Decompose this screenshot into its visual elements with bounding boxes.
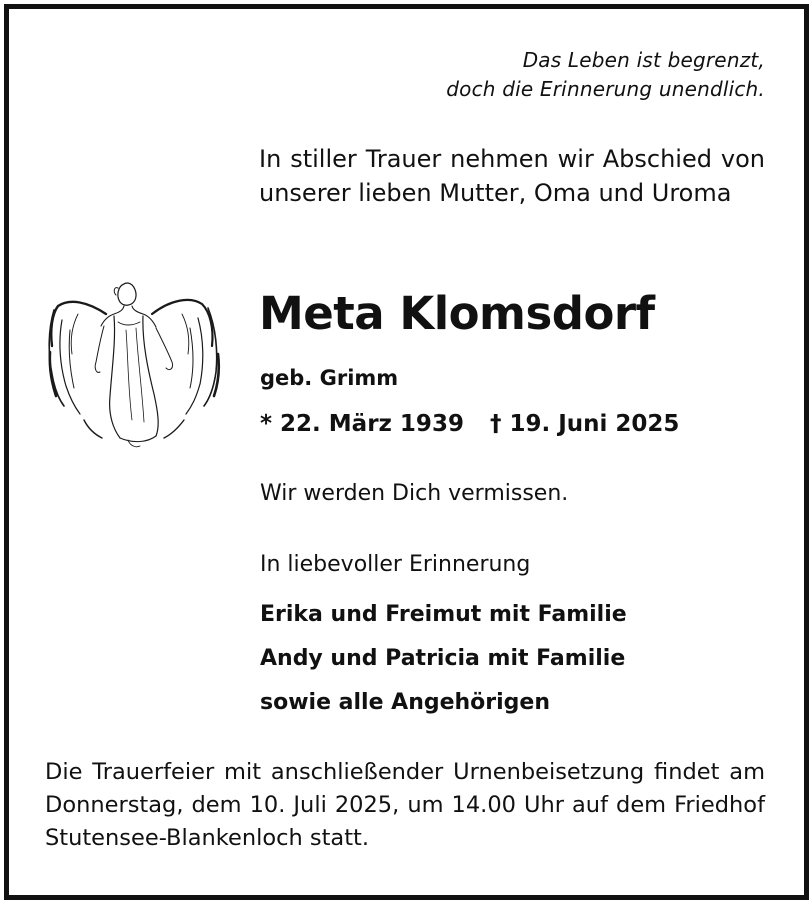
death-date: † 19. Juni 2025 [489, 411, 680, 437]
signers-list [260, 593, 627, 725]
life-dates [260, 408, 679, 440]
quote-line-1: Das Leben ist begrenzt, [522, 48, 765, 72]
signer: Andy und Patricia mit Familie [260, 646, 626, 671]
deceased-name: Meta Klomsdorf [259, 287, 655, 340]
farewell-message: Wir werden Dich vermissen. [260, 481, 569, 506]
birth-name: geb. Grimm [260, 366, 399, 390]
ceremony-details: Die Trauerfeier mit anschließender Urnenbeisetzung findet am Donnerstag, dem 10. Juli 2025, um 14.00 Uhr auf dem Friedhof Stutensee-Blankenloch statt. [45, 759, 765, 851]
signer: Erika und Freimut mit Familie [260, 602, 627, 627]
birth-date: * 22. März 1939 [260, 411, 464, 437]
signer: sowie alle Angehörigen [260, 690, 551, 715]
quote [345, 46, 765, 104]
intro-text: In stiller Trauer nehmen wir Abschied von unserer lieben Mutter, Oma und Uroma [259, 145, 765, 207]
memory-line: In liebevoller Erinnerung [260, 552, 531, 577]
angel-illustration-icon [44, 270, 224, 455]
quote-line-2: doch die Erinnerung unendlich. [446, 77, 765, 101]
